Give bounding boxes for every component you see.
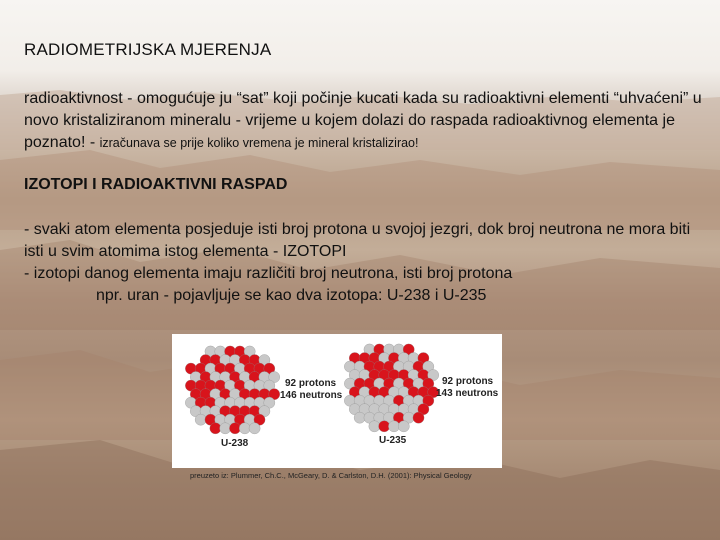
nucleon	[239, 423, 250, 434]
isotopes-diagram	[172, 334, 502, 468]
uranium-isotopes-figure	[172, 334, 502, 468]
nucleon	[379, 421, 390, 432]
u235-protons-label: 92 protons	[442, 376, 494, 387]
u235-neutrons-label: 143 neutrons	[436, 388, 499, 399]
nucleon	[388, 421, 399, 432]
intro-text: - omogućuje ju “sat” koji počinje kucati kada su radioaktivni elementi “uhvaćeni” u novo kristaliziranom mineralu - vrijeme u kojem dolazi do raspada radioaktivnog elementa je poznato! -	[24, 90, 702, 151]
u238-nucleus	[185, 346, 279, 434]
nucleon	[229, 423, 240, 434]
nucleon	[413, 412, 424, 423]
nucleon	[220, 423, 231, 434]
isotope-line-2: - izotopi danog elementa imaju različiti broj neutrona, isti broj protona	[24, 265, 513, 282]
nucleon	[249, 423, 260, 434]
nucleon	[354, 412, 365, 423]
slide-title: RADIOMETRIJSKA MJERENJA	[24, 40, 272, 59]
nucleon	[195, 414, 206, 425]
term-radioaktivnost: radioaktivnost	[24, 90, 123, 107]
u238-protons-label: 92 protons	[285, 378, 337, 389]
u238-label: U-238	[221, 438, 249, 449]
isotope-line-1: - svaki atom elementa posjeduje isti broj protona u svojoj jezgri, dok broj neutrona ne mora biti isti u svim atomima istog elementa - IZOTOPI	[24, 221, 691, 260]
isotope-line-3: npr. uran - pojavljuje se kao dva izotopa: U-238 i U-235	[96, 287, 487, 304]
u235-nucleus	[344, 344, 439, 432]
section-heading: IZOTOPI I RADIOAKTIVNI RASPAD	[24, 176, 288, 193]
intro-paragraph	[24, 88, 704, 154]
nucleon	[369, 421, 380, 432]
u238-neutrons-label: 146 neutrons	[280, 390, 343, 401]
u235-label: U-235	[379, 435, 407, 446]
isotope-paragraph	[24, 219, 704, 307]
nucleon	[210, 423, 221, 434]
nucleon	[398, 421, 409, 432]
intro-note: izračunava se prije koliko vremena je mineral kristalizirao!	[99, 136, 419, 150]
figure-credit: preuzeto iz: Plummer, Ch.C., McGeary, D. & Carlston, D.H. (2001): Physical Geology	[190, 471, 472, 480]
